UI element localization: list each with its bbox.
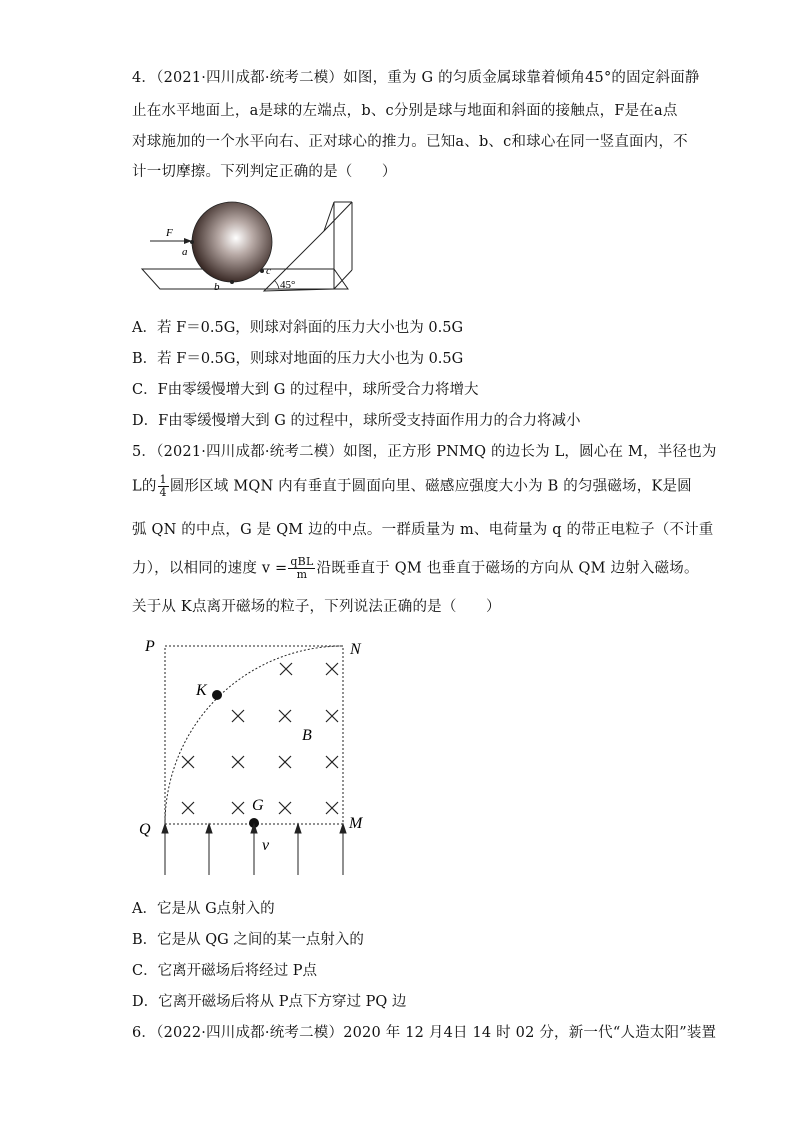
q4-line-3: 对球施加的一个水平向右、正对球心的推力。已知a、b、c和球心在同一竖直面内，不 (132, 134, 688, 150)
velocity-arrows (162, 824, 346, 875)
q4-line-4: 计一切摩擦。下列判定正确的是（ ） (132, 164, 397, 180)
label-Q: Q (139, 821, 151, 838)
q4-option-b[interactable]: B．若 F＝0.5G，则球对地面的压力大小也为 0.5G (132, 351, 464, 367)
label-G: G (252, 797, 264, 814)
fraction-one-quarter: $\frac{1}{4}$ (159, 473, 167, 499)
label-c: c (266, 265, 271, 277)
incline-wedge (264, 202, 334, 291)
q5-line-4-pre: 力），以相同的速度 v = (132, 560, 288, 577)
q5-figure-magnetic-field (130, 630, 380, 880)
q5-line-2-pre: L的 (132, 478, 157, 495)
label-angle: 45° (280, 279, 296, 291)
q5-line-1: 5．（2021·四川成都·统考二模）如图，正方形 PNMQ 的边长为 L，圆心在 M，半径也为 (132, 444, 717, 460)
q4-option-a[interactable]: A．若 F＝0.5G，则球对斜面的压力大小也为 0.5G (132, 320, 464, 336)
label-B: B (302, 727, 312, 744)
q4-line-2: 止在水平地面上，a是球的左端点，b、c分别是球与地面和斜面的接触点，F是在a点 (132, 103, 678, 119)
q5-line-3: 弧 QN 的中点，G 是 QM 边的中点。一群质量为 m、电荷量为 q 的带正电粒子（不计重 (132, 522, 714, 538)
q4-line-1: 4．（2021·四川成都·统考二模）如图，重为 G 的匀质金属球靠着倾角45°的固定斜面静 (132, 70, 700, 86)
label-v: v (262, 837, 270, 854)
q5-option-c[interactable]: C．它离开磁场后将经过 P点 (132, 963, 317, 979)
q5-line-2 (132, 474, 692, 499)
q5-option-b[interactable]: B．它是从 QG 之间的某一点射入的 (132, 932, 364, 948)
q5-line-5: 关于从 K点离开磁场的粒子，下列说法正确的是（ ） (132, 599, 501, 615)
label-N: N (350, 641, 361, 658)
label-a: a (182, 246, 188, 258)
label-P: P (145, 638, 155, 655)
label-K: K (196, 682, 207, 699)
label-F: F (166, 227, 173, 239)
fraction-qBL-over-m: $\frac{\text{qBL}}{m}$ (290, 555, 314, 581)
q6-line-1: 6．（2022·四川成都·统考二模）2020 年 12 月4日 14 时 02 分，新一代“人造太阳”装置 (132, 1025, 717, 1041)
q4-figure-ball-incline (138, 190, 368, 300)
q5-line-4 (132, 556, 699, 581)
q5-line-2-post: 圆形区域 MQN 内有垂直于圆面向里、磁感应强度大小为 B 的匀强磁场，K是圆 (169, 478, 692, 495)
label-b: b (214, 281, 220, 293)
q4-option-c[interactable]: C．F由零缓慢增大到 G 的过程中，球所受合力将增大 (132, 382, 479, 398)
label-M: M (349, 815, 363, 832)
q4-option-d[interactable]: D．F由零缓慢增大到 G 的过程中，球所受支持面作用力的合力将减小 (132, 413, 581, 429)
q5-option-d[interactable]: D．它离开磁场后将从 P点下方穿过 PQ 边 (132, 994, 407, 1010)
q5-line-4-post: 沿既垂直于 QM 也垂直于磁场的方向从 QM 边射入磁场。 (316, 560, 699, 577)
q5-option-a[interactable]: A．它是从 G点射入的 (132, 901, 275, 917)
metal-ball (192, 202, 272, 282)
